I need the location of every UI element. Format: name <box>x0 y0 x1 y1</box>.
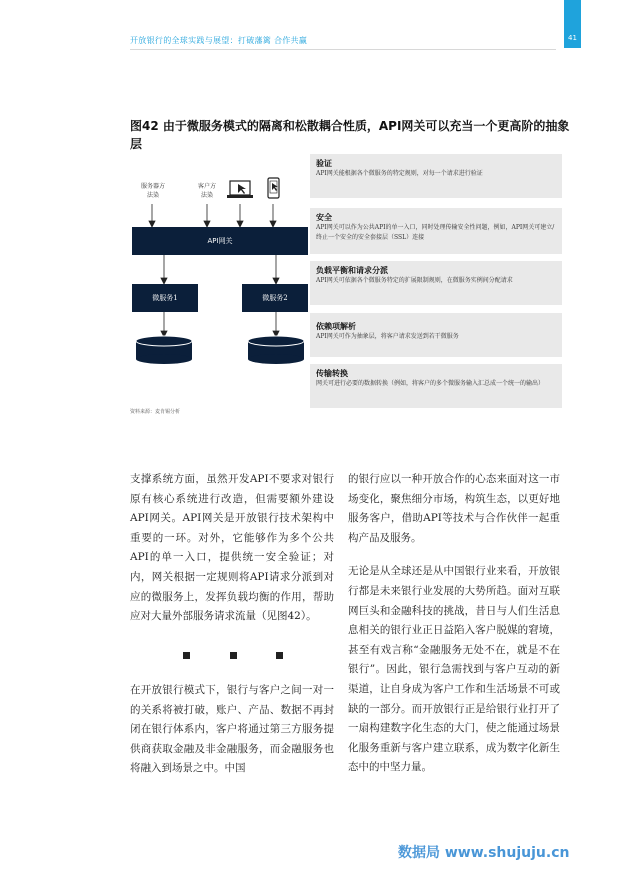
panel-heading: 安全 <box>316 212 332 222</box>
mobile-phone-icon <box>268 178 279 198</box>
section-separator <box>130 652 330 660</box>
client-label-server: 服务器方 法染 <box>140 183 165 199</box>
panel-security <box>310 208 562 254</box>
separator-square <box>276 652 283 659</box>
separator-square <box>183 652 190 659</box>
separator-square <box>230 652 237 659</box>
panel-dependency <box>310 313 562 357</box>
paragraph: 无论是从全球还是从中国银行业来看，开放银行都是未来银行业发展的大势所趋。面对互联网巨头和金融科技的挑战，昔日与人们生活息息相关的银行业正日益陷入客户脱媒的窘境，甚至有戏言称“金融服务无处不在，就是不在银行”。因此，银行急需找到与客户互动的新渠道，让自身成为客户工作和生活场景不可或缺的一部分。而开放银行正是给银行业打开了一扇构建数字化生态的大门，使之能通过场景化服务重新与客户建立联系，成为数字化新生态中的中坚力量。 <box>348 565 560 774</box>
architecture-diagram <box>130 168 310 378</box>
microservice-1-box: 微服务1 <box>132 284 198 312</box>
database-icon <box>248 336 304 364</box>
figure-title: 图42 由于微服务模式的隔离和松散耦合性质，API网关可以充当一个更高阶的抽象层 <box>130 119 570 151</box>
body-left-column-top <box>130 470 334 635</box>
figure-source: 资料来源：麦肯锡分析 <box>130 409 181 415</box>
microservice-2-box: 微服务2 <box>242 284 308 312</box>
api-gateway-box: API网关 <box>132 227 308 255</box>
panel-text: 网关可进行必要的数据转换（例如，将客户的多个微服务输入汇总成一个统一的输出） <box>316 380 545 387</box>
running-header: 开放银行的全球实践与展望：打破藩篱 合作共赢 <box>130 36 308 45</box>
laptop-pointer-icon <box>227 181 253 198</box>
panel-text: API网关可以作为公共API的单一入口，同时处理传输安全性问题，例如，API网关可建立/终止一个安全的安全套接层（SSL）连接 <box>316 224 555 241</box>
header-divider <box>130 49 556 50</box>
database-icon <box>136 336 192 364</box>
panel-text: API网关可依据各个微服务特定的扩展限制规则，在微服务实例间分配请求 <box>316 277 513 284</box>
panel-heading: 负载平衡和请求分派 <box>316 265 388 275</box>
paragraph: 的银行应以一种开放合作的心态来面对这一市场变化，聚焦细分市场，构筑生态，以更好地服务客户，借助API等技术与合作伙伴一起重构产品及服务。 <box>348 473 560 544</box>
panel-heading: 传输转换 <box>316 368 348 378</box>
panel-text: API网关可作为抽象层，将客户请求发送到若干微服务 <box>316 333 459 340</box>
panel-heading: 依赖项解析 <box>316 321 356 331</box>
page-number: 41 <box>568 34 577 42</box>
paragraph: 支撑系统方面，虽然开发API不要求对银行原有核心系统进行改造，但需要额外建设API网关。API网关是开放银行技术架构中重要的一环。对外，它能够作为多个公共API的单一入口，提供统一安全验证；对内，网关根据一定规则将API请求分派到对应的微服务上，发挥负载均衡的作用，帮助应对大量外部服务请求流量（见图42）。 <box>130 473 334 623</box>
client-label-customer: 客户方 法染 <box>197 183 216 199</box>
panel-transport <box>310 364 562 408</box>
panel-validation <box>310 154 562 198</box>
panel-load-balancing <box>310 261 562 305</box>
panel-heading: 验证 <box>316 158 332 168</box>
panel-text: API网关能根据各个微服务的特定规则，对每一个请求进行验证 <box>316 170 483 177</box>
paragraph: 在开放银行模式下，银行与客户之间一对一的关系将被打破，账户、产品、数据不再封闭在银行体系内，客户将通过第三方服务提供商获取金融及非金融服务，而金融服务也将融入到场景之中。中国 <box>130 684 334 775</box>
body-right-column <box>348 470 560 786</box>
watermark: 数据局 www.shujuju.cn <box>398 845 570 861</box>
body-left-column-bottom <box>130 681 334 787</box>
